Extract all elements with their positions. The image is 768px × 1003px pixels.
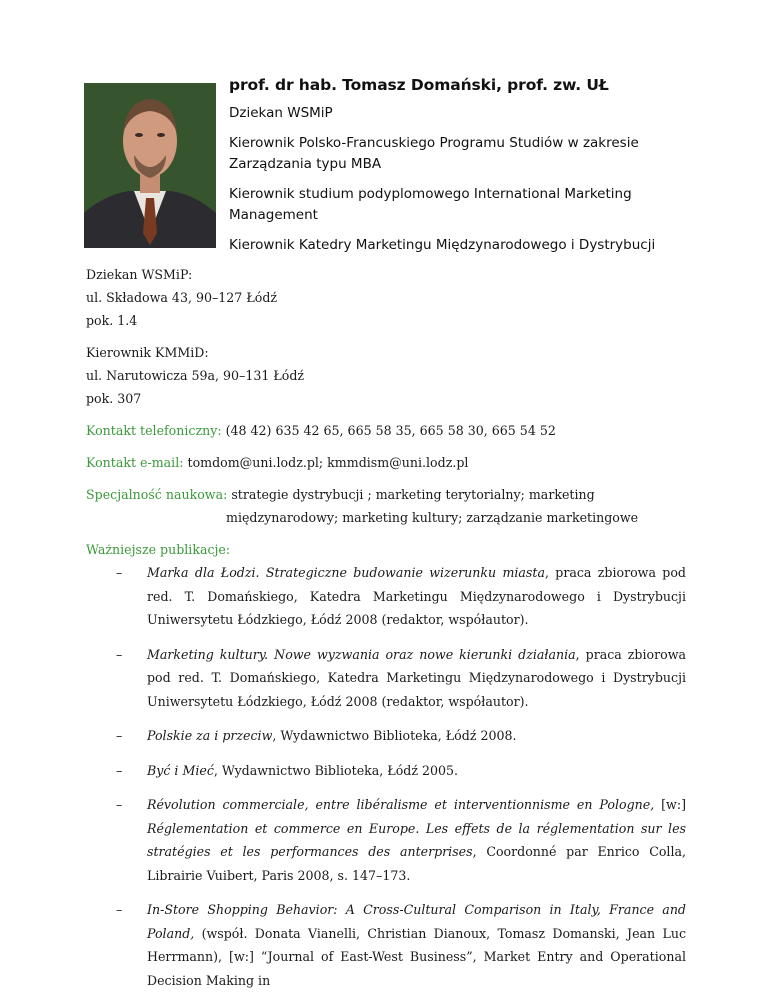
chair-address-title: Kierownik KMMiD: (86, 345, 209, 360)
specialty-line (86, 483, 686, 506)
publication-title: Być i Mieć (147, 762, 214, 778)
publication-item: – Marketing kultury. Nowe wyzwania oraz nowe kierunki działania, praca zbiorowa pod red. T. Domańskiego, Katedra Marketingu Międzynarodowego i Dystrybucji Uniwersytetu Łódzkiego, Łódź 2008 (redaktor, współautor). (116, 646, 686, 709)
publication-title: Marketing kultury. Nowe wyzwania oraz nowe kierunki działania (147, 646, 576, 662)
publication-details: , praca zbiorowa pod red. T. Domańskiego, Katedra Marketingu Międzynarodowego i Dystrybucji Uniwersytetu Łódzkiego, Łódź 2008 (redaktor, współautor). (147, 565, 686, 627)
dean-address-room: pok. 1.4 (86, 313, 138, 328)
specialty-label: Specjalność naukowa: (86, 487, 228, 502)
email-value[interactable]: tomdom@uni.lodz.pl; kmmdism@uni.lodz.pl (187, 455, 469, 470)
publication-item: – Marka dla Łodzi. Strategiczne budowanie wizerunku miasta, praca zbiorowa pod red. T. Domańskiego, Katedra Marketingu Międzynarodowego i Dystrybucji Uniwersytetu Łódzkiego, Łódź 2008 (redaktor, współautor). (116, 565, 686, 627)
role-mba-program: Kierownik Polsko-Francuskiego Programu Studiów w zakresie Zarządzania typu MBA (229, 135, 639, 172)
role-dean: Dziekan WSMiP (229, 105, 333, 121)
email-label: Kontakt e-mail: (86, 455, 184, 470)
person-name: prof. dr hab. Tomasz Domański, prof. zw. UŁ (229, 76, 609, 94)
publication-item: – Révolution commerciale, entre libéralisme et interventionnisme en Pologne, [w:] Réglementation et commerce en Europe. Les effets de la réglementation sur les stratégies et les performances des anterprises, Coordonné par Enrico Colla, Librairie Vuibert, Paris 2008, s. 147–173. (116, 797, 686, 883)
profile-body (86, 263, 686, 1003)
publications-list (86, 561, 686, 992)
chair-address-room: pok. 307 (86, 391, 142, 406)
publication-details: , Wydawnictwo Biblioteka, Łódź 2008. (272, 728, 517, 743)
specialty-value-1: strategie dystrybucji ; marketing terytorialny; marketing (231, 487, 595, 502)
publication-details-2: , Coordonné par Enrico Colla, Librairie Vuibert, Paris 2008, s. 147–173. (147, 844, 686, 883)
phone-value: (48 42) 635 42 65, 665 58 35, 665 58 30, 665 54 52 (225, 423, 556, 438)
publication-details: [w:] (654, 797, 686, 812)
specialty-value-2: międzynarodowy; marketing kultury; zarządzanie marketingowe (226, 510, 639, 525)
publication-title-2: Réglementation et commerce en Europe. Les effets de la réglementation sur les stratégies et les performances des anterprises (147, 820, 686, 859)
portrait-photo (84, 83, 216, 248)
dean-address-street: ul. Składowa 43, 90–127 Łódź (86, 290, 278, 305)
publications-label: Ważniejsze publikacje: (86, 542, 231, 557)
publication-title: Marka dla Łodzi. Strategiczne budowanie wizerunku miasta (147, 565, 545, 580)
phone-line (86, 419, 686, 442)
publication-item: – In-Store Shopping Behavior: A Cross-Cultural Comparison in Italy, France and Poland, (współ. Donata Vianelli, Christian Dianoux, Tomasz Domanski, Jean Luc Herrmann), [w:] “Journal of East-West Business”, Market Entry and Operational Decision Making in (116, 902, 686, 988)
chair-address-street: ul. Narutowicza 59a, 90–131 Łódź (86, 368, 305, 383)
publication-item: – Być i Mieć, Wydawnictwo Biblioteka, Łódź 2005. (116, 762, 459, 778)
role-imm-studies: Kierownik studium podyplomowego International Marketing Management (229, 186, 632, 223)
role-chair-head: Kierownik Katedry Marketingu Międzynarodowego i Dystrybucji (229, 237, 656, 253)
publication-title: Révolution commerciale, entre libéralisme et interventionnisme en Pologne, (147, 797, 655, 812)
publication-details: , praca zbiorowa pod red. T. Domańskiego, Katedra Marketingu Międzynarodowego i Dystrybucji Uniwersytetu Łódzkiego, Łódź 2008 (redaktor, współautor). (147, 646, 686, 709)
phone-label: Kontakt telefoniczny: (86, 423, 222, 438)
email-line (86, 451, 686, 474)
profile-header (229, 76, 749, 265)
publication-details: , Wydawnictwo Biblioteka, Łódź 2005. (213, 762, 459, 778)
publication-title: Polskie za i przeciw (147, 728, 273, 743)
publication-details: (współ. Donata Vianelli, Christian Dianoux, Tomasz Domanski, Jean Luc Herrmann), [w:] “Journal of East-West Business”, Market Entry and Operational Decision Making in (147, 925, 686, 988)
publication-title: In-Store Shopping Behavior: A Cross-Cultural Comparison in Italy, France and Poland, (147, 902, 686, 941)
publication-item: – Polskie za i przeciw, Wydawnictwo Biblioteka, Łódź 2008. (116, 728, 517, 743)
dean-address-title: Dziekan WSMiP: (86, 267, 193, 282)
